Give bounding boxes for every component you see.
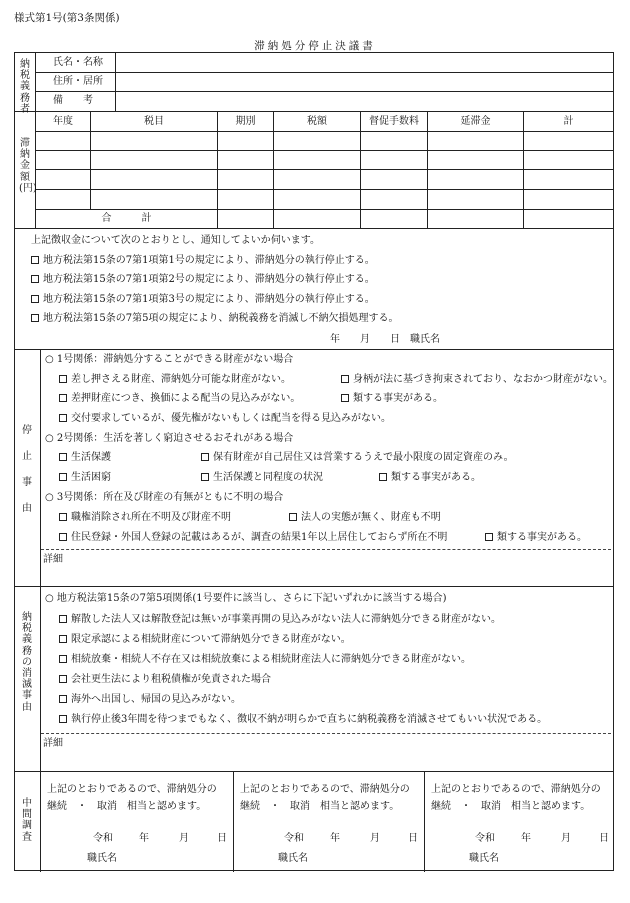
header-delinquency-charge: 延滞金 (460, 116, 491, 127)
header-total: 計 (563, 116, 574, 127)
taxpayer-remarks-field[interactable] (116, 92, 613, 111)
interim-choice[interactable]: 継続 ・ 取消 相当と認めます。 (240, 801, 400, 812)
checkbox[interactable] (59, 394, 67, 402)
stop-reason-label: 停止事由 (22, 425, 32, 514)
header-tax-item: 税目 (144, 116, 164, 127)
checkbox[interactable] (59, 675, 67, 683)
checkbox[interactable] (59, 473, 67, 481)
extinction-title: ○ 地方税法第15条の7第5項関係(1号要件に該当し、さらに下記いずれかに該当する場合) (45, 593, 447, 604)
checkbox[interactable] (201, 473, 209, 481)
stop-item1-title: ○ 1号関係：滞納処分することができる財産がない場合 (45, 354, 294, 365)
taxpayer-remarks-label: 備 考 (53, 95, 93, 106)
checkbox[interactable] (341, 394, 349, 402)
decision-intro: 上記徴収金について次のとおりとし、通知してよいか伺います。 (31, 235, 320, 246)
interim-choice[interactable]: 継続 ・ 取消 相当と認めます。 (431, 801, 591, 812)
decision-option-3[interactable]: 地方税法第15条の7第1項第3号の規定により、滞納処分の執行停止する。 (31, 295, 375, 305)
decision-option-2[interactable]: 地方税法第15条の7第1項第2号の規定により、滞納処分の執行停止する。 (31, 275, 375, 285)
taxpayer-name-field[interactable] (116, 53, 613, 72)
checkbox[interactable] (379, 473, 387, 481)
header-tax-amount: 税額 (307, 116, 327, 127)
stop-item1-check-5[interactable]: 交付要求しているが、優先権がないもしくは配当を得る見込みがない。 (59, 414, 391, 424)
stop-item2-check-1[interactable]: 生活保護 (59, 453, 111, 463)
header-fiscal-year: 年度 (53, 116, 73, 127)
stop-item1-check-2[interactable]: 身柄が法に基づき拘束されており、なおかつ財産がない。 (341, 375, 613, 385)
checkbox[interactable] (31, 295, 39, 303)
stop-item2-check-3[interactable]: 生活困窮 (59, 473, 111, 483)
total-row-label: 合 計 (101, 213, 152, 224)
stop-item1-check-4[interactable]: 類する事実がある。 (341, 394, 443, 404)
decision-option-1[interactable]: 地方税法第15条の7第1項第1号の規定により、滞納処分の執行停止する。 (31, 256, 375, 266)
checkbox[interactable] (31, 256, 39, 264)
checkbox[interactable] (59, 414, 67, 422)
stop-item3-check-2[interactable]: 法人の実態が無く、財産も不明 (289, 513, 441, 523)
stop-item3-check-3[interactable]: 住民登録・外国人登録の記載はあるが、調査の結果1年以上居住しておらず所在不明 (59, 533, 447, 543)
checkbox[interactable] (485, 533, 493, 541)
checkbox[interactable] (59, 715, 67, 723)
checkbox[interactable] (201, 453, 209, 461)
interim-box-3: 上記のとおりであるので、滞納処分の 継続 ・ 取消 相当と認めます。 令和 年 月 日 職氏名 (431, 784, 609, 864)
taxpayer-name-label: 氏名・名称 (53, 57, 103, 68)
taxpayer-section-label: 納税義務者 (20, 59, 30, 115)
stop-item2-check-5[interactable]: 類する事実がある。 (379, 473, 481, 483)
stop-item3-check-4[interactable]: 類する事実がある。 (485, 533, 587, 543)
checkbox[interactable] (59, 655, 67, 663)
taxpayer-address-field[interactable] (116, 73, 613, 91)
checkbox[interactable] (59, 533, 67, 541)
extinction-detail-field[interactable] (75, 735, 611, 769)
decision-date-line: 年 月 日 職氏名 (330, 334, 440, 345)
interim-investigation-label: 中間調査 (22, 798, 32, 843)
interim-choice[interactable]: 継続 ・ 取消 相当と認めます。 (47, 801, 207, 812)
form-frame (14, 52, 614, 871)
checkbox[interactable] (59, 695, 67, 703)
interim-box-2: 上記のとおりであるので、滞納処分の 継続 ・ 取消 相当と認めます。 令和 年 月 日 職氏名 (240, 784, 418, 864)
document-title: 滞納処分停止決議書 (254, 40, 376, 52)
header-period: 期別 (235, 116, 256, 127)
stop-item1-check-1[interactable]: 差し押さえる財産、滞納処分可能な財産がない。 (59, 375, 291, 385)
stop-item2-check-2[interactable]: 保有財産が自己居住又は営業するうえで最小限度の固定資産のみ。 (201, 453, 514, 463)
stop-detail-label: 詳細 (43, 554, 63, 565)
checkbox[interactable] (59, 635, 67, 643)
extinction-detail-label: 詳細 (43, 738, 63, 749)
checkbox[interactable] (31, 275, 39, 283)
stop-item3-title: ○ 3号関係：所在及び財産の有無がともに不明の場合 (45, 492, 284, 503)
stop-item3-check-1[interactable]: 職権消除され所在不明及び財産不明 (59, 513, 231, 523)
extinction-check-3[interactable]: 相続放棄・相続人不存在又は相続放棄による相続財産法人に滞納処分できる財産がない。 (59, 655, 471, 665)
extinction-reason-label: 納税義務の消滅事由 (22, 612, 32, 713)
header-reminder-fee: 督促手数料 (369, 116, 419, 127)
checkbox[interactable] (59, 513, 67, 521)
stop-item2-check-4[interactable]: 生活保護と同程度の状況 (201, 473, 323, 483)
extinction-check-6[interactable]: 執行停止後3年間を待つまでもなく、徴収不納が明らかで直ちに納税義務を消滅させてもいい状況である。 (59, 715, 547, 725)
checkbox[interactable] (59, 453, 67, 461)
decision-option-4[interactable]: 地方税法第15条の7第5項の規定により、納税義務を消滅し不納欠損処理する。 (31, 314, 398, 324)
taxpayer-address-label: 住所・居所 (53, 76, 103, 87)
checkbox[interactable] (59, 375, 67, 383)
checkbox[interactable] (31, 314, 39, 322)
extinction-check-5[interactable]: 海外へ出国し、帰国の見込みがない。 (59, 695, 241, 705)
checkbox[interactable] (59, 615, 67, 623)
extinction-check-2[interactable]: 限定承認による相続財産について滞納処分できる財産がない。 (59, 635, 351, 645)
stop-item2-title: ○ 2号関係：生活を著しく窮迫させるおそれがある場合 (45, 433, 294, 444)
checkbox[interactable] (289, 513, 297, 521)
amount-section-label: 滞納金額(円) (19, 138, 37, 194)
extinction-check-4[interactable]: 会社更生法により租税債権が免責された場合 (59, 675, 271, 685)
form-number: 様式第1号(第3条関係) (14, 12, 120, 24)
stop-detail-field[interactable] (75, 551, 611, 584)
interim-box-1: 上記のとおりであるので、滞納処分の 継続 ・ 取消 相当と認めます。 令和 年 月 日 職氏名 (47, 784, 227, 864)
checkbox[interactable] (341, 375, 349, 383)
extinction-check-1[interactable]: 解散した法人又は解散登記は無いが事業再開の見込みがない法人に滞納処分できる財産がない。 (59, 615, 501, 625)
stop-item1-check-3[interactable]: 差押財産につき、換価による配当の見込みがない。 (59, 394, 300, 404)
